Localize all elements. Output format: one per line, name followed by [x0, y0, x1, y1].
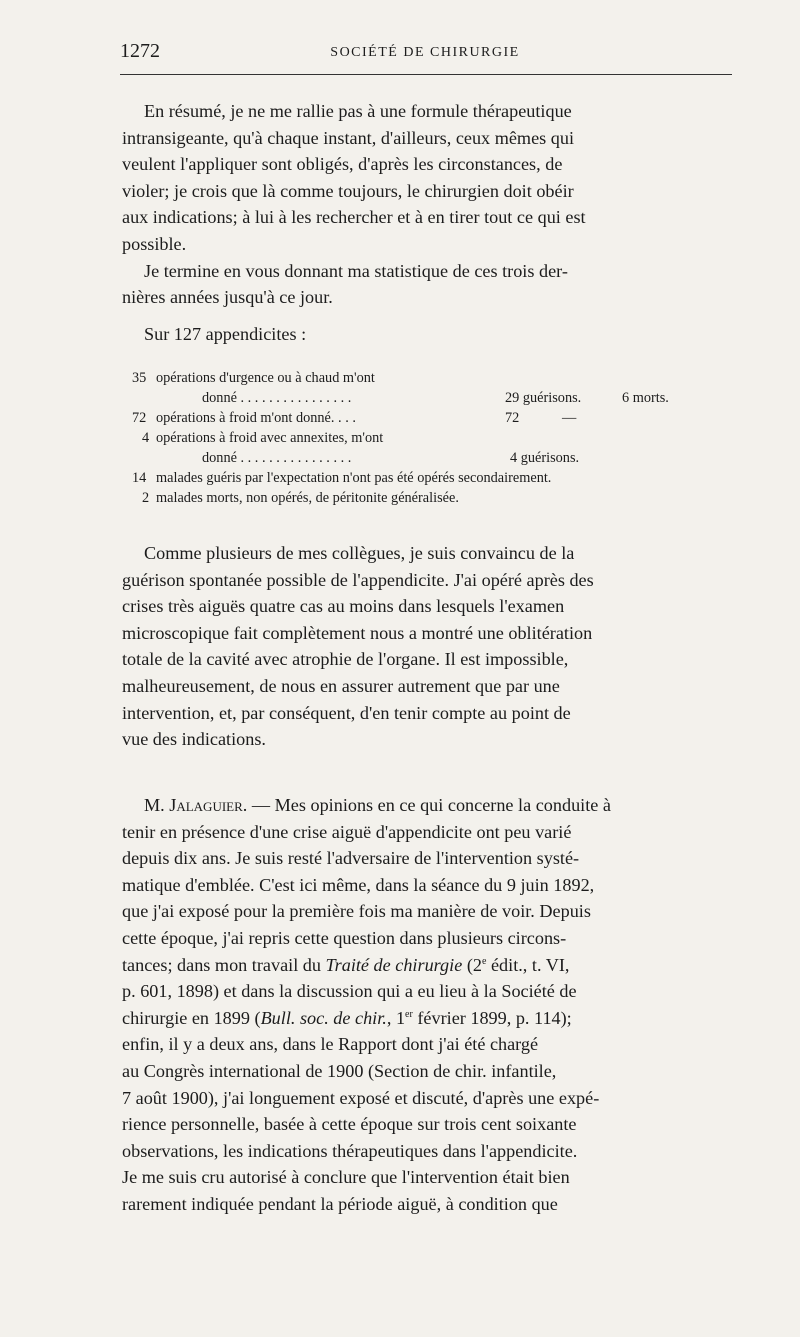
- paragraph-spontaneous-healing: [122, 540, 730, 753]
- text-line: observations, les indications thérapeutiques dans l'appendicite.: [122, 1140, 578, 1161]
- text-line: 7 août 1900), j'ai longuement exposé et discuté, d'après une expé-: [122, 1087, 600, 1108]
- superscript: e: [481, 955, 487, 967]
- text-fragment: tances; dans mon travail du: [122, 954, 326, 975]
- running-title: SOCIÉTÉ DE CHIRURGIE: [330, 45, 520, 60]
- stats-count: 4: [142, 430, 150, 446]
- text-line: aux indications; à lui à les rechercher et à en tirer tout ce qui est: [122, 207, 586, 228]
- paragraph-jalaguier: [122, 792, 730, 1218]
- text-line: totale de la cavité avec atrophie de l'organe. Il est impossible,: [122, 649, 569, 670]
- stats-label: donné . . . . . . . . . . . . . . . .: [202, 450, 352, 466]
- text-line: possible.: [122, 233, 187, 254]
- text-line: p. 601, 1898) et dans la discussion qui a eu lieu à la Société de: [122, 981, 577, 1002]
- stats-count: 14: [132, 470, 147, 486]
- text-line: rarement indiquée pendant la période aiguë, à condition que: [122, 1193, 558, 1214]
- stats-label: malades guéris par l'expectation n'ont pas été opérés secondairement.: [156, 470, 552, 486]
- superscript: er: [405, 1008, 413, 1020]
- text-line: au Congrès international de 1900 (Section de chir. infantile,: [122, 1060, 557, 1081]
- text-line: En résumé, je ne me rallie pas à une formule thérapeutique: [144, 101, 572, 121]
- text-fragment: édit., t. VI,: [486, 954, 570, 975]
- text-line: depuis dix ans. Je suis resté l'adversaire de l'intervention systé-: [122, 848, 580, 869]
- stats-result: 29 guérisons.: [505, 390, 582, 406]
- running-head: [120, 40, 730, 66]
- text-fragment: chirurgie en 1899 (: [122, 1007, 261, 1028]
- paragraph-summary: [122, 98, 730, 311]
- stats-row: [130, 430, 730, 450]
- stats-title: Sur 127 appendicites :: [144, 324, 307, 344]
- text-fragment: , 1: [386, 1007, 406, 1028]
- stats-label: opérations à froid avec annexites, m'ont: [156, 430, 384, 446]
- text-line: Je termine en vous donnant ma statistique de ces trois der-: [144, 260, 568, 281]
- text-line: [122, 952, 730, 979]
- text-line: nières années jusqu'à ce jour.: [122, 287, 333, 308]
- stats-row: [130, 470, 730, 490]
- stats-row: [130, 390, 730, 410]
- text-line: malheureusement, de nous en assurer autrement que par une: [122, 675, 560, 696]
- stats-count: 72: [132, 410, 147, 426]
- stats-result: 72: [505, 410, 520, 426]
- text-line: que j'ai exposé pour la première fois ma manière de voir. Depuis: [122, 901, 591, 922]
- text-line: matique d'emblée. C'est ici même, dans la séance du 9 juin 1892,: [122, 874, 595, 895]
- stats-count: 2: [142, 490, 150, 506]
- stats-result: 4 guérisons.: [510, 450, 580, 466]
- text-fragment: (2: [462, 954, 482, 975]
- header-rule: [120, 74, 732, 75]
- text-line: enfin, il y a deux ans, dans le Rapport dont j'ai été chargé: [122, 1034, 539, 1055]
- text-fragment: février 1899, p. 114);: [412, 1007, 572, 1028]
- book-title: Traité de chirurgie: [325, 954, 463, 975]
- speaker-name: M. Jalaguier.: [144, 795, 248, 815]
- stats-row: [130, 370, 730, 390]
- stats-row: [130, 410, 730, 430]
- text-line: Comme plusieurs de mes collègues, je suis convaincu de la: [144, 543, 575, 563]
- text-line: [122, 1005, 730, 1032]
- stats-result-deaths: 6 morts.: [622, 390, 669, 406]
- text-line: rience personnelle, basée à cette époque sur trois cent soixante: [122, 1114, 577, 1135]
- text-line: crises très aiguës quatre cas au moins dans lesquels l'examen: [122, 596, 565, 617]
- text-line: microscopique fait complètement nous a montré une oblitération: [122, 622, 593, 643]
- stats-label: malades morts, non opérés, de péritonite généralisée.: [156, 490, 459, 506]
- text-line: guérison spontanée possible de l'appendicite. J'ai opéré après des: [122, 569, 594, 590]
- text-line: cette époque, j'ai repris cette question dans plusieurs circons-: [122, 927, 567, 948]
- stats-row: [130, 450, 730, 470]
- text-line: Je me suis cru autorisé à conclure que l'intervention était bien: [122, 1167, 570, 1188]
- text-line: tenir en présence d'une crise aiguë d'appendicite ont peu varié: [122, 821, 572, 842]
- text-fragment: — Mes opinions en ce qui concerne la conduite à: [247, 795, 611, 815]
- journal-title: Bull. soc. de chir.: [260, 1007, 387, 1028]
- stats-result-deaths: —: [562, 410, 577, 426]
- text-line: violer; je crois que là comme toujours, le chirurgien doit obéir: [122, 180, 574, 201]
- text-line: vue des indications.: [122, 729, 266, 750]
- page-number: 1272: [120, 40, 160, 62]
- text-line: intransigeante, qu'à chaque instant, d'ailleurs, ceux mêmes qui: [122, 127, 575, 148]
- stats-label: donné . . . . . . . . . . . . . . . .: [202, 390, 352, 406]
- text-line: veulent l'appliquer sont obligés, d'après les circonstances, de: [122, 154, 563, 175]
- stats-row: [130, 490, 730, 510]
- text-line: intervention, et, par conséquent, d'en tenir compte au point de: [122, 702, 571, 723]
- stats-label: opérations à froid m'ont donné. . . .: [156, 410, 356, 426]
- stats-label: opérations d'urgence ou à chaud m'ont: [156, 370, 375, 386]
- text-line: [122, 792, 730, 819]
- stats-count: 35: [132, 370, 147, 386]
